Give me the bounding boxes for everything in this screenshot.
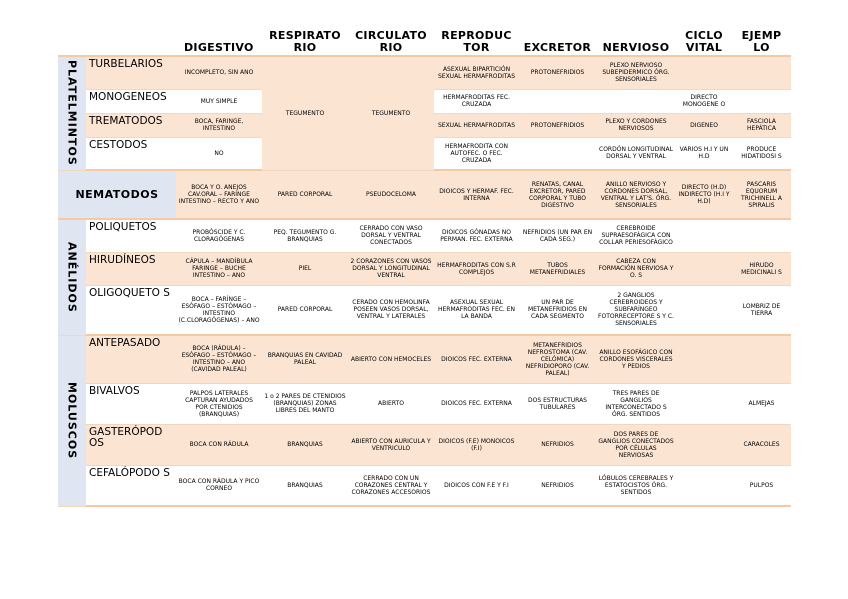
cell-excretor: RENATAS, CANAL EXCRETOR, PARED CORPORAL Y TUBO DIGESTIVO [519, 170, 596, 219]
cell-excretor: UN PAR DE METANEFRIDIOS EN CADA SEGMENTO [519, 285, 596, 335]
cell-nervioso: CEREBROIDE SUPRAESOFÁGICA CON COLLAR PERIESOFÁGICO [596, 219, 676, 252]
cell-ciclo [676, 252, 732, 285]
cell-circulatorio: CERRADO CON UN CORAZONES CENTRAL Y CORAZONES ACCESORIOS [348, 465, 434, 506]
row-name: TURBELARIOS [86, 56, 176, 89]
cell-circulatorio: CERADO CON HEMOLINFA POSEEN VASOS DORSAL, VENTRAL Y LATERALES [348, 285, 434, 335]
cell-ejemplo [732, 89, 791, 113]
cell-excretor: NEFRIDIOS (UN PAR EN CADA SEG.) [519, 219, 596, 252]
cell-reproductor: ASEXUAL SEXUAL HERMAFRODITAS FEC. EN LA BANDA [434, 285, 519, 335]
cell-nervioso [596, 89, 676, 113]
header-excretor: EXCRETOR [523, 41, 592, 54]
cell-ejemplo [732, 56, 791, 89]
cell-ejemplo: HIRUDO MEDICINALI S [732, 252, 791, 285]
row-name: CEFALÓPODO S [86, 465, 176, 506]
header-blank [58, 27, 86, 56]
invertebrates-table [58, 27, 791, 507]
cell-ciclo [676, 383, 732, 424]
cell-ciclo [676, 335, 732, 383]
header-ejemplo: EJEMP LO [741, 29, 782, 54]
cell-ejemplo: FASCIOLA HEPÁTICA [732, 113, 791, 137]
cell-reproductor: DIOICOS FEC. EXTERNA [434, 335, 519, 383]
cell-reproductor: HERMAFRODITAS CON S.R COMPLEJOS [434, 252, 519, 285]
cell-reproductor: HERMAFRODITA CON AUTOFEC. O FEC. CRUZADA [434, 137, 519, 170]
cell-excretor: PROTONEFRIDIOS [519, 113, 596, 137]
cell-nervioso: DOS PARES DE GANGLIOS CONECTADOS POR CÉLULAS NERVIOSAS [596, 424, 676, 465]
group-label-nematodos: NEMATODOS [58, 170, 176, 219]
cell-circulatorio: CERRADO CON VASO DORSAL Y VENTRAL CONECTADOS [348, 219, 434, 252]
group-label-text: PLATELMINTOS [65, 60, 79, 167]
cell-ejemplo: CARACOLES [732, 424, 791, 465]
cell-nervioso: ANILLO ESOFÁGICO CON CORDONES VISCERALES Y PEDIOS [596, 335, 676, 383]
classification-sheet [58, 27, 791, 507]
table-row [58, 465, 791, 506]
cell-excretor: DOS ESTRUCTURAS TUBULARES [519, 383, 596, 424]
table-row [58, 383, 791, 424]
table-row [58, 170, 791, 219]
row-name: ANTEPASADO [86, 335, 176, 383]
table-row [58, 335, 791, 383]
group-label-text: MOLUSCOS [65, 381, 79, 460]
cell-ciclo [676, 285, 732, 335]
table-row [58, 424, 791, 465]
header-blank [86, 27, 176, 56]
cell-reproductor: ASEXUAL BIPARTICIÓN SEXUAL HERMAFRODITAS [434, 56, 519, 89]
cell-circulatorio: TEGUMENTO [348, 56, 434, 170]
cell-digestivo: CÁPULA – MANDÍBULA FARINGE – BUCHE INTESTINO – ANO [176, 252, 262, 285]
cell-digestivo: NO [176, 137, 262, 170]
cell-circulatorio: ABIERTO [348, 383, 434, 424]
row-name: GASTERÓPOD OS [86, 424, 176, 465]
header-reproductor: REPRODUC TOR [441, 29, 512, 54]
header-row [58, 27, 791, 56]
cell-circulatorio: ABIERTO CON AURICULA Y VENTRICULO [348, 424, 434, 465]
cell-reproductor: DIOICOS GÓNADAS NO PERMAN. FEC. EXTERNA [434, 219, 519, 252]
header-respiratorio: RESPIRATO RIO [269, 29, 341, 54]
cell-respiratorio: BRANQUIAS [262, 424, 348, 465]
cell-respiratorio: PEQ. TEGUMENTO G. BRANQUIAS [262, 219, 348, 252]
cell-excretor [519, 137, 596, 170]
cell-reproductor: DIOICOS (F.E) MONOICOS (F.I) [434, 424, 519, 465]
row-name: HIRUDÍNEOS [86, 252, 176, 285]
cell-digestivo: INCOMPLETO, SIN ANO [176, 56, 262, 89]
cell-excretor: NEFRIDIOS [519, 465, 596, 506]
cell-nervioso: PLEXO Y CORDONES NERVIOSOS [596, 113, 676, 137]
cell-digestivo: MUY SIMPLE [176, 89, 262, 113]
cell-reproductor: HERMAFRODITAS FEC. CRUZADA [434, 89, 519, 113]
cell-ciclo: DIGENEO [676, 113, 732, 137]
cell-digestivo: BOCA – FARÍNGE – ESÓFAGO – ESTÓMAGO – INTESTINO (C.CLORAGÓGENAS) – ANO [176, 285, 262, 335]
cell-respiratorio: PARED CORPORAL [262, 170, 348, 219]
header-nervioso: NERVIOSO [602, 41, 670, 54]
cell-ciclo [676, 56, 732, 89]
cell-ejemplo: PULPOS [732, 465, 791, 506]
cell-digestivo: BOCA Y O. ANEJOS CAV.ORAL – FARINGE INTESTINO – RECTO Y ANO [176, 170, 262, 219]
cell-circulatorio: 2 CORAZONES CON VASOS DORSAL Y LONGITUDINAL VENTRAL [348, 252, 434, 285]
cell-ejemplo: LOMBRIZ DE TIERRA [732, 285, 791, 335]
cell-excretor: PROTONEFRIDIOS [519, 56, 596, 89]
cell-circulatorio: ABIERTO CON HEMOCELES [348, 335, 434, 383]
cell-respiratorio: PIEL [262, 252, 348, 285]
row-name: MONOGENEOS [86, 89, 176, 113]
cell-ejemplo: PRODUCE HIDATIDOSI S [732, 137, 791, 170]
cell-ciclo: DIRECTO MONOGENE O [676, 89, 732, 113]
cell-digestivo: BOCA CON RÁDULA [176, 424, 262, 465]
cell-respiratorio: PARED CORPORAL [262, 285, 348, 335]
row-name: CESTODOS [86, 137, 176, 170]
row-name: BIVALVOS [86, 383, 176, 424]
group-label-moluscos [58, 335, 86, 506]
cell-nervioso: PLEXO NERVIOSO SUBEPIDERMICO ÓRG. SENSORIALES [596, 56, 676, 89]
cell-digestivo: BOCA, FARINGE, INTESTINO [176, 113, 262, 137]
cell-digestivo: PROBÓSCIDE Y C. CLORAGÓGENAS [176, 219, 262, 252]
cell-nervioso: 2 GANGLIOS CEREBROIDEOS Y SUBFARÍNGEO FOTORRECEPTORE S Y C. SENSORIALES [596, 285, 676, 335]
cell-ejemplo: PASCARIS EQUORUM TRICHINELL A SPIRALIS [732, 170, 791, 219]
cell-respiratorio: 1 o 2 PARES DE CTENIDIOS (BRANQUIAS) ZONAS LIBRES DEL MANTO [262, 383, 348, 424]
table-row [58, 285, 791, 335]
cell-ejemplo [732, 219, 791, 252]
header-digestivo: DIGESTIVO [184, 41, 254, 54]
cell-ejemplo: ALMEJAS [732, 383, 791, 424]
table-row [58, 219, 791, 252]
cell-reproductor: SEXUAL HERMAFRODITAS [434, 113, 519, 137]
table-row [58, 252, 791, 285]
cell-excretor: TUBOS METANEFRIDIALES [519, 252, 596, 285]
cell-nervioso: CORDÓN LONGITUDINAL DORSAL Y VENTRAL [596, 137, 676, 170]
cell-nervioso: CABEZA CON FORMACIÓN NERVIOSA Y O. S [596, 252, 676, 285]
cell-circulatorio: PSEUDOCELOMA [348, 170, 434, 219]
cell-ciclo [676, 424, 732, 465]
cell-ejemplo [732, 335, 791, 383]
cell-ciclo: DIRECTO (H.D) INDIRECTO (H.I Y H.D) [676, 170, 732, 219]
cell-nervioso: LÓBULOS CEREBRALES Y ESTATOCISTOS ÓRG. SENTIDOS [596, 465, 676, 506]
cell-digestivo: BOCA (RÁDULA) – ESÓFAGO – ESTÓMAGO – INTESTINO – ANO (CAVIDAD PALEAL) [176, 335, 262, 383]
cell-digestivo: BOCA CON RÁDULA Y PICO CORNEO [176, 465, 262, 506]
group-label-platelmintos [58, 56, 86, 170]
cell-respiratorio: TEGUMENTO [262, 56, 348, 170]
cell-excretor [519, 89, 596, 113]
cell-digestivo: PALPOS LATERALES CAPTURAN AYUDADOS POR CTENIDIOS (BRANQUIAS) [176, 383, 262, 424]
cell-nervioso: ANILLO NERVIOSO Y CORDONES DORSAL, VENTRAL Y LAT'S. ÓRG. SENSORIALES [596, 170, 676, 219]
cell-ciclo [676, 465, 732, 506]
cell-reproductor: DIOICOS Y HERMAF. FEC. INTERNA [434, 170, 519, 219]
header-circulatorio: CIRCULATO RIO [355, 29, 427, 54]
group-label-text: ANÉLIDOS [65, 241, 79, 313]
cell-respiratorio: BRANQUIAS [262, 465, 348, 506]
row-name: POLIQUETOS [86, 219, 176, 252]
cell-excretor: METANEFRIDIOS NEFROSTOMA (CAV. CELÓMICA) NEFRIDIOPORO (CAV. PALEAL) [519, 335, 596, 383]
row-name: TREMATODOS [86, 113, 176, 137]
row-name: OLIGOQUETO S [86, 285, 176, 335]
cell-reproductor: DIOICOS CON F.E Y F.I [434, 465, 519, 506]
cell-excretor: NEFRIDIOS [519, 424, 596, 465]
cell-nervioso: TRES PARES DE GANGLIOS INTERCONECTADO S ÓRG. SENTIDOS [596, 383, 676, 424]
cell-reproductor: DIOICOS FEC. EXTERNA [434, 383, 519, 424]
header-ciclo-vital: CICLO VITAL [685, 29, 723, 54]
cell-ciclo [676, 219, 732, 252]
table-row [58, 56, 791, 89]
cell-respiratorio: BRANQUIAS EN CAVIDAD PALEAL [262, 335, 348, 383]
group-label-anelidos [58, 219, 86, 335]
cell-ciclo: VARIOS H.I Y UN H.D [676, 137, 732, 170]
